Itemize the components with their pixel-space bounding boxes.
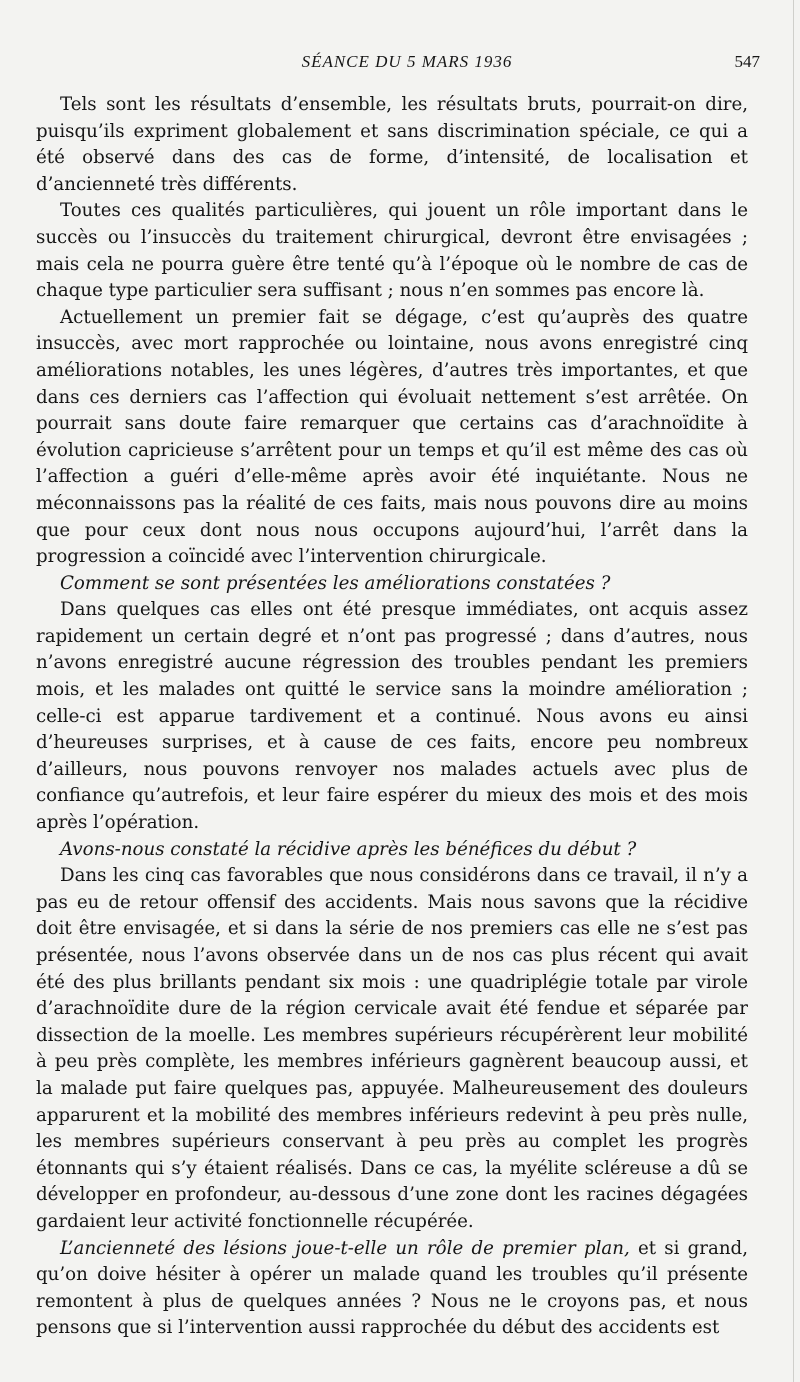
paragraph-2: Toutes ces qualités particulières, qui jouent un rôle important dans le succès ou l’insuccès du traitement chirurgical, devront être envisagées ; mais cela ne pourra guère être tenté qu’à l’époque où le nombre de cas de chaque type particulier sera suffisant ; nous n’en sommes pas encore là.: [36, 200, 748, 302]
paragraph-3: Actuellement un premier fait se dégage, c’est qu’auprès des quatre insuccès, avec mort rapprochée ou lointaine, nous avons enregistré cinq améliorations notables, les unes légères, d’autres très importantes, et que dans ces derniers cas l’affection qui évoluait nettement s’est arrêtée. On pourrait sans doute faire remarquer que certains cas d’arachnoïdite à évolution capricieuse s’arrêtent pour un temps et qu’il est même des cas où l’affection a guéri d’elle-même après avoir été inquiétante. Nous ne méconnaissons pas la réalité de ces faits, mais nous pouvons dire au moins que pour ceux dont nous nous occupons aujourd’hui, l’arrêt dans la progression a coïncidé avec l’intervention chirurgicale.: [36, 306, 748, 568]
paragraph-1: Tels sont les résultats d’ensemble, les résultats bruts, pourrait-on dire, puisqu’ils expriment globalement et sans discrimination spéciale, ce qui a été observé dans des cas de forme, d’intensité, de localisation et d’ancienneté très différents.: [36, 94, 748, 195]
body-text: [36, 92, 748, 1342]
paragraph-6: [36, 1236, 748, 1342]
paragraph-5: Dans les cinq cas favorables que nous considérons dans ce travail, il n’y a pas eu de retour offensif des accidents. Mais nous savons que la récidive doit être envisagée, et si dans la série de nos premiers cas elle ne s’est pas présentée, nous l’avons observée dans un de nos cas plus récent qui avait été des plus brillants pendant six mois : une quadriplégie totale par virole d’arachnoïdite dure de la région cervicale avait été fendue et séparée par dissection de la moelle. Les membres supérieurs récupérèrent leur mobilité à peu près complète, les membres inférieurs gagnèrent beaucoup aussi, et la malade put faire quelques pas, appuyée. Malheureusement des douleurs apparurent et la mobilité des membres inférieurs redevint à peu près nulle, les membres supérieurs conservant à peu près au complet les progrès étonnants qui s’y étaient réalisés. Dans ce cas, la myélite scléreuse a dû se développer en profondeur, au-dessous d’une zone dont les racines dégagées gardaient leur activité fonctionnelle récupérée.: [36, 865, 748, 1232]
page-edge-line: [793, 0, 794, 1382]
running-title: SÉANCE DU 5 MARS 1936: [301, 52, 513, 71]
paragraph-6-text: et si grand, qu’on doive hésiter à opérer un malade quand les troubles qu’il présente remontent à plus de quelques années ? Nous ne le croyons pas, et nous pensons que si l’intervention aussi rapprochée du début des accidents est: [36, 1237, 748, 1339]
page-header: [36, 52, 760, 92]
italic-question-1: Comment se sont présentées les améliorations constatées ?: [60, 572, 611, 594]
italic-question-2: Avons-nous constaté la récidive après les bénéfices du début ?: [60, 838, 637, 860]
page-number: 547: [734, 52, 760, 71]
paragraph-4: Dans quelques cas elles ont été presque immédiates, ont acquis assez rapidement un certain degré et n’ont pas progressé ; dans d’autres, nous n’avons enregistré aucune régression des troubles pendant les premiers mois, et les malades ont quitté le service sans la moindre amélioration ; celle-ci est apparue tardivement et a continué. Nous avons eu ainsi d’heureuses surprises, et à cause de ces faits, encore peu nombreux d’ailleurs, nous pouvons renvoyer nos malades actuels avec plus de confiance qu’autrefois, et leur faire espérer du mieux des mois et des mois après l’opération.: [36, 599, 748, 834]
paragraph-6-italic-lead: L’ancienneté des lésions joue-t-elle un rôle de premier plan,: [60, 1237, 630, 1259]
